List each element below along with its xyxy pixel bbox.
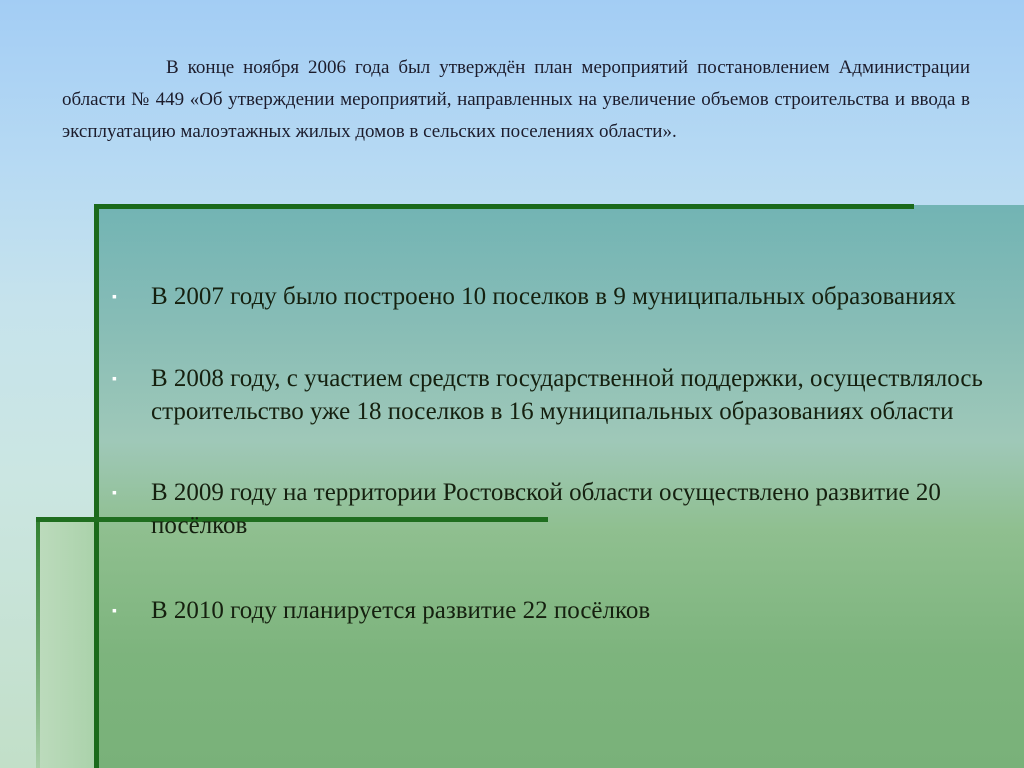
back-panel-left-border [36, 517, 40, 768]
bullet-text: В 2007 году было построено 10 поселков в 9 муниципальных образованиях [151, 283, 956, 310]
bullet-marker-icon: ▪ [112, 372, 117, 387]
intro-text: В конце ноября 2006 года был утверждён план мероприятий постановлением Администрации области № 449 «Об утверждении мероприятий, направленных на увеличение объемов строительства и ввода в эксплуатацию малоэтажных жилых домов в сельских поселениях области». [62, 57, 970, 142]
bullet-text: В 2008 году, с участием средств государственной поддержки, осуществлялось строительство уже 18 поселков в 16 муниципальных образованиях области [151, 365, 983, 425]
bullet-marker-icon: ▪ [112, 290, 117, 305]
bullet-item-2007 [112, 280, 992, 313]
bullet-item-2010 [112, 594, 992, 627]
bullet-text: В 2009 году на территории Ростовской области осуществлено развитие 20 посёлков [151, 479, 941, 539]
intro-paragraph [62, 52, 970, 148]
bullet-marker-icon: ▪ [112, 604, 117, 619]
content-panel-top-border [94, 204, 914, 209]
bullet-text: В 2010 году планируется развитие 22 посёлков [151, 597, 651, 624]
bullet-list [112, 280, 992, 627]
bullet-marker-icon: ▪ [112, 486, 117, 501]
bullet-item-2008 [112, 362, 992, 428]
content-panel-left-border [94, 204, 99, 768]
bullet-item-2009 [112, 476, 992, 542]
